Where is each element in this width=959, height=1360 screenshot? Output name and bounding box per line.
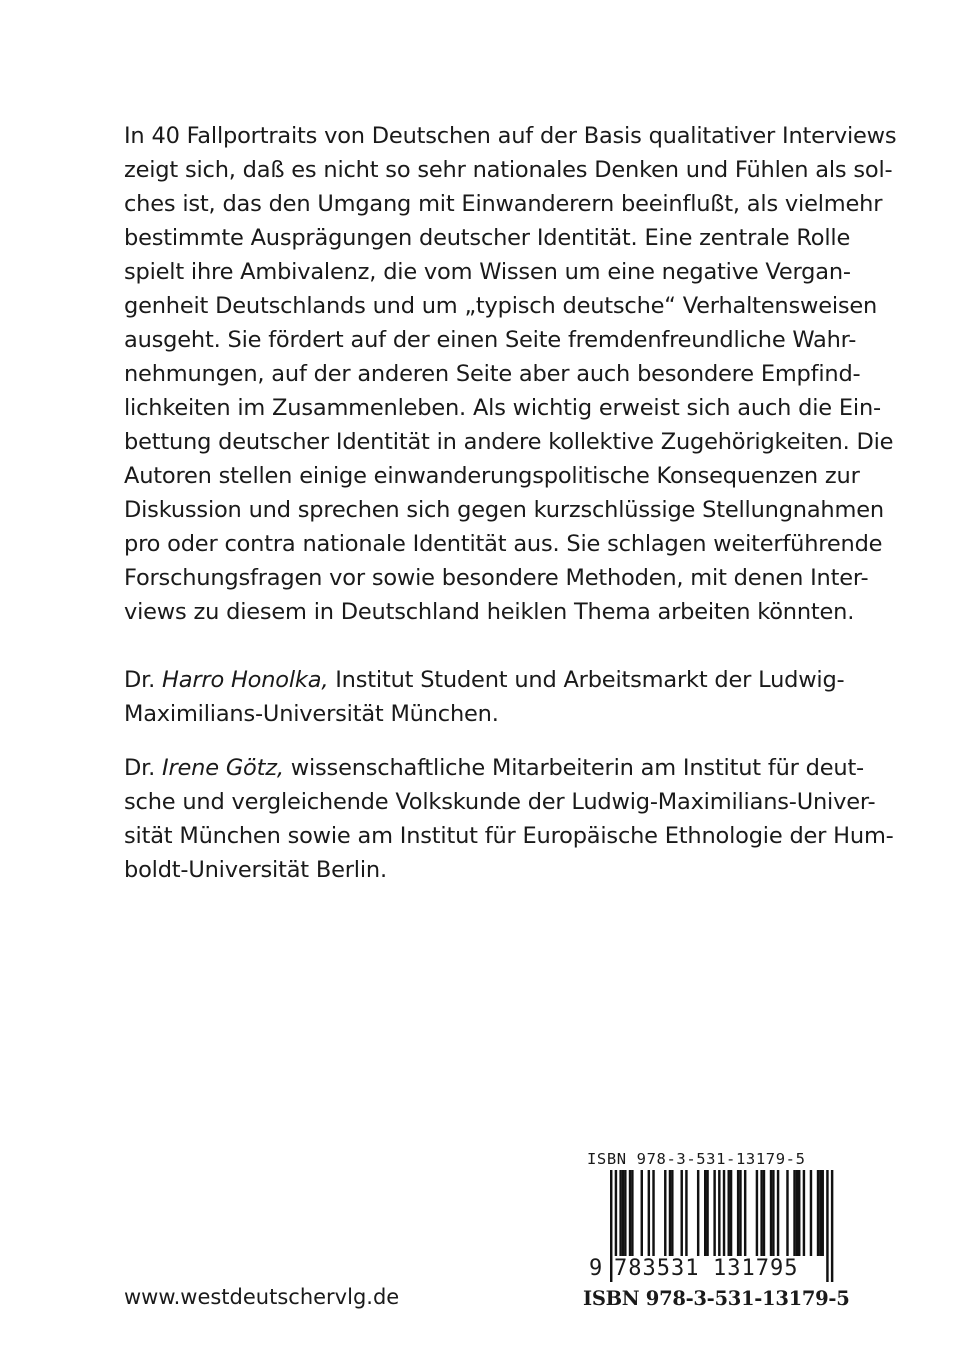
barcode-bar: [652, 1170, 654, 1256]
author-bio-line: [124, 751, 864, 785]
barcode-bar: [631, 1170, 633, 1256]
barcode-left-digits: 783531: [614, 1256, 700, 1281]
barcode-bar: [793, 1170, 795, 1256]
barcode-guard-bar: [826, 1170, 828, 1282]
barcode-guard-bar: [831, 1170, 833, 1282]
barcode-bar: [744, 1170, 746, 1256]
barcode-bar: [671, 1170, 673, 1256]
barcode-bar: [796, 1170, 798, 1256]
isbn-label-top: ISBN 978-3-531-13179-5: [587, 1150, 806, 1168]
author-name: Harro Honolka,: [162, 667, 329, 693]
barcode-bar: [770, 1170, 772, 1256]
barcode-bar: [624, 1170, 626, 1256]
barcode-bar: [817, 1170, 819, 1256]
author-bio-line: [124, 663, 845, 697]
author-bio-line: sität München sowie am Institut für Europäische Ethnologie der Hum-: [124, 823, 894, 849]
blurb-line: views zu diesem in Deutschland heiklen Thema arbeiten könnten.: [124, 599, 855, 625]
barcode-bar: [619, 1170, 621, 1256]
blurb-line: bestimmte Ausprägungen deutscher Identität. Eine zentrale Rolle: [124, 225, 851, 251]
blurb-line: genheit Deutschlands und um „typisch deutsche“ Verhaltensweisen: [124, 293, 878, 319]
barcode-bar: [697, 1170, 699, 1256]
barcode-bar: [739, 1170, 741, 1256]
blurb-line: Diskussion und sprechen sich gegen kurzschlüssige Stellungnahmen: [124, 497, 884, 523]
barcode-bar: [629, 1170, 631, 1256]
blurb-line: nehmungen, auf der anderen Seite aber auch besondere Empfind-: [124, 361, 861, 387]
barcode-bar: [822, 1170, 824, 1256]
blurb-line: bettung deutscher Identität in andere kollektive Zugehörigkeiten. Die: [124, 429, 894, 455]
author-bio-line: sche und vergleichende Volkskunde der Ludwig-Maximilians-Univer-: [124, 789, 876, 815]
blurb-line: ausgeht. Sie fördert auf der einen Seite fremdenfreundliche Wahr-: [124, 327, 857, 353]
publisher-website: www.westdeutschervlg.de: [124, 1285, 400, 1309]
barcode-bar: [756, 1170, 758, 1256]
barcode-bar: [648, 1170, 650, 1256]
barcode-bar: [819, 1170, 821, 1256]
barcode-bar: [685, 1170, 687, 1256]
isbn-label-bottom: ISBN 978-3-531-13179-5: [583, 1287, 850, 1310]
barcode-bar: [622, 1170, 624, 1256]
blurb-line: ches ist, das den Umgang mit Einwanderern beeinflußt, als vielmehr: [124, 191, 883, 217]
barcode-bar: [706, 1170, 708, 1256]
barcode-bar: [810, 1170, 812, 1256]
author-bio-line: boldt-Universität Berlin.: [124, 857, 387, 883]
author-bio-text: Institut Student und Arbeitsmarkt der Ludwig-: [335, 667, 845, 693]
barcode-bar: [803, 1170, 805, 1256]
author-title: Dr.: [124, 667, 156, 693]
barcode-first-digit: 9: [589, 1256, 604, 1281]
barcode-bar: [777, 1170, 779, 1256]
barcode-bar: [786, 1170, 788, 1256]
author-bio-line: Maximilians-Universität München.: [124, 701, 499, 727]
barcode-bar: [681, 1170, 683, 1256]
blurb-line: Autoren stellen einige einwanderungspolitische Konsequenzen zur: [124, 463, 860, 489]
barcode-bar: [713, 1170, 715, 1256]
barcode-bar: [760, 1170, 762, 1256]
author-bio-text: wissenschaftliche Mitarbeiterin am Institut für deut-: [290, 755, 864, 781]
barcode-bar: [728, 1170, 730, 1256]
blurb-line: Forschungsfragen vor sowie besondere Methoden, mit denen Inter-: [124, 565, 869, 591]
barcode-bar: [669, 1170, 671, 1256]
author-name: Irene Götz,: [162, 755, 284, 781]
barcode-bar: [704, 1170, 706, 1256]
barcode-right-digits: 131795: [713, 1256, 799, 1281]
blurb-line: zeigt sich, daß es nicht so sehr nationales Denken und Fühlen als sol-: [124, 157, 893, 183]
barcode-bar: [737, 1170, 739, 1256]
barcode-bar: [664, 1170, 666, 1256]
blurb-line: lichkeiten im Zusammenleben. Als wichtig erweist sich auch die Ein-: [124, 395, 881, 421]
author-title: Dr.: [124, 755, 156, 781]
barcode-bar: [798, 1170, 800, 1256]
blurb-line: In 40 Fallportraits von Deutschen auf der Basis qualitativer Interviews: [124, 123, 897, 149]
blurb-line: spielt ihre Ambivalenz, die vom Wissen um eine negative Vergan-: [124, 259, 851, 285]
barcode-bar: [730, 1170, 732, 1256]
barcode-bar: [641, 1170, 643, 1256]
blurb-line: pro oder contra nationale Identität aus. Sie schlagen weiterführende: [124, 531, 883, 557]
barcode-bar: [772, 1170, 774, 1256]
barcode-bar: [763, 1170, 765, 1256]
